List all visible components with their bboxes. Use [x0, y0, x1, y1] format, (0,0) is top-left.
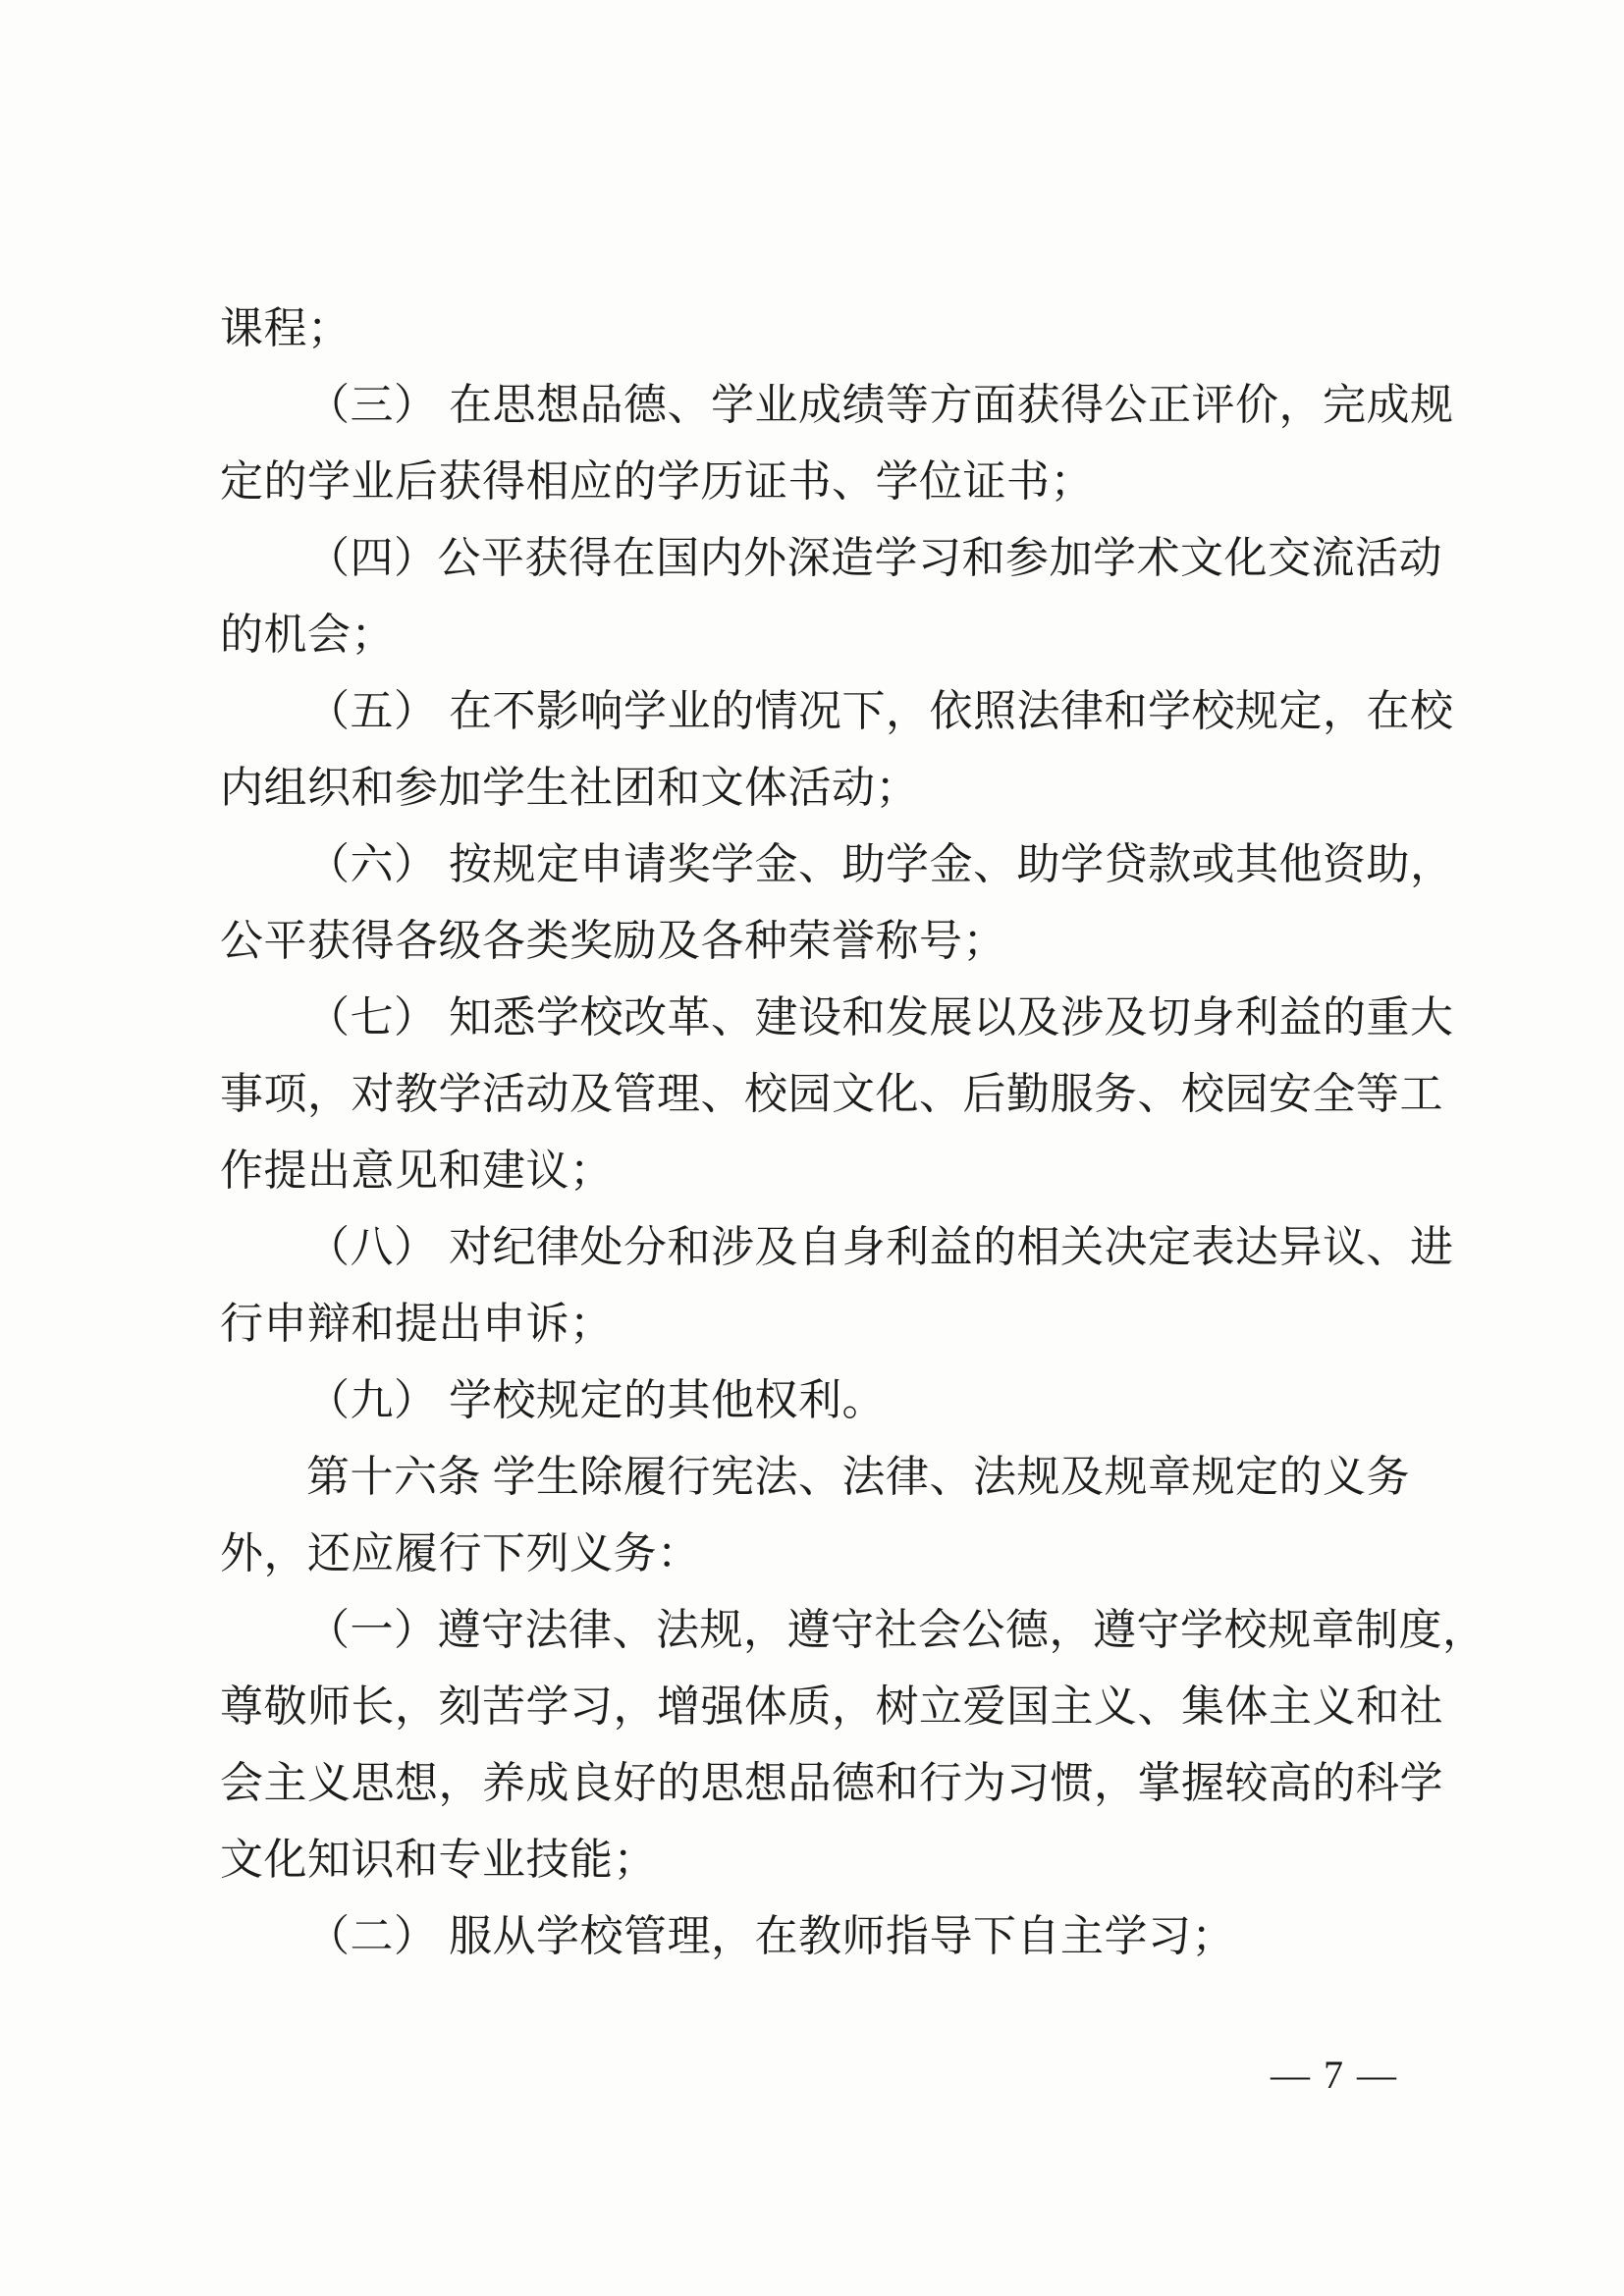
body-line-22: （二） 服从学校管理，在教师指导下自主学习； [306, 1912, 1235, 1960]
body-line-6: （五） 在不影响学业的情况下，依照法律和学校规定，在校 [306, 687, 1454, 735]
body-line-17: 外，还应履行下列义务： [220, 1529, 701, 1577]
body-line-11: 事项，对教学活动及管理、校园文化、后勤服务、校园安全等工 [220, 1070, 1443, 1118]
body-line-13: （八） 对纪律处分和涉及自身利益的相关决定表达异议、进 [306, 1223, 1454, 1271]
body-line-21: 文化知识和专业技能； [220, 1836, 657, 1884]
body-line-5: 的机会； [220, 611, 395, 659]
body-line-16: 第十六条 学生除履行宪法、法律、法规及规章规定的义务 [306, 1453, 1410, 1501]
body-line-9: 公平获得各级各类奖励及各种荣誉称号； [220, 917, 1006, 965]
body-line-7: 内组织和参加学生社团和文体活动； [220, 764, 919, 812]
body-line-10: （七） 知悉学校改革、建设和发展以及涉及切身利益的重大 [306, 993, 1454, 1041]
document-body [220, 291, 1487, 1975]
body-line-18: （一）遵守法律、法规，遵守社会公德，遵守学校规章制度， [306, 1606, 1487, 1654]
page-number: — 7 — [1271, 2053, 1398, 2097]
body-line-12: 作提出意见和建议； [220, 1147, 614, 1195]
body-line-1: 课程； [220, 304, 352, 352]
body-line-2: （三） 在思想品德、学业成绩等方面获得公正评价，完成规 [306, 381, 1454, 429]
body-line-15: （九） 学校规定的其他权利。 [306, 1376, 886, 1424]
body-line-20: 会主义思想，养成良好的思想品德和行为习惯，掌握较高的科学 [220, 1759, 1443, 1807]
body-line-4: （四）公平获得在国内外深造学习和参加学术文化交流活动 [306, 534, 1442, 582]
body-line-8: （六） 按规定申请奖学金、助学金、助学贷款或其他资助， [306, 840, 1454, 888]
body-line-3: 定的学业后获得相应的学历证书、学位证书； [220, 457, 1094, 506]
page-footer [1271, 2052, 1398, 2099]
body-line-14: 行申辩和提出申诉； [220, 1300, 614, 1348]
body-line-19: 尊敬师长，刻苦学习，增强体质，树立爱国主义、集体主义和社 [220, 1682, 1443, 1731]
